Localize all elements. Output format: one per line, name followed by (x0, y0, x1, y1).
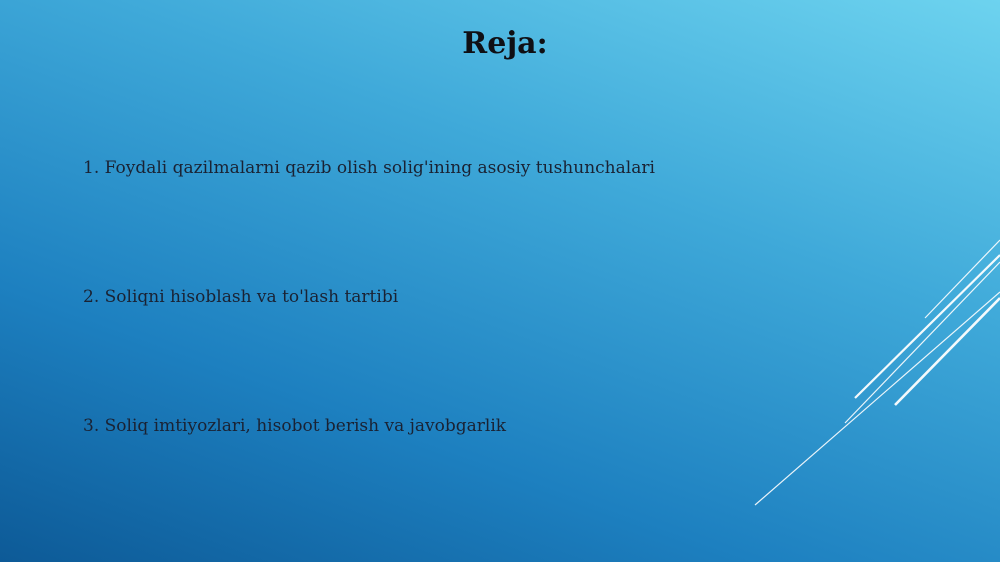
slide-title: Reja: (462, 26, 548, 61)
plan-item-2: 2. Soliqni hisoblash va to'lash tartibi (83, 287, 399, 307)
decor-line (895, 298, 1000, 405)
decor-line (855, 255, 1000, 398)
decor-line (925, 240, 1000, 318)
decor-line (845, 262, 1000, 423)
decor-line (755, 292, 1000, 505)
plan-item-1: 1. Foydali qazilmalarni qazib olish solig'ining asosiy tushunchalari (83, 158, 655, 178)
plan-item-3: 3. Soliq imtiyozlari, hisobot berish va javobgarlik (83, 416, 507, 436)
